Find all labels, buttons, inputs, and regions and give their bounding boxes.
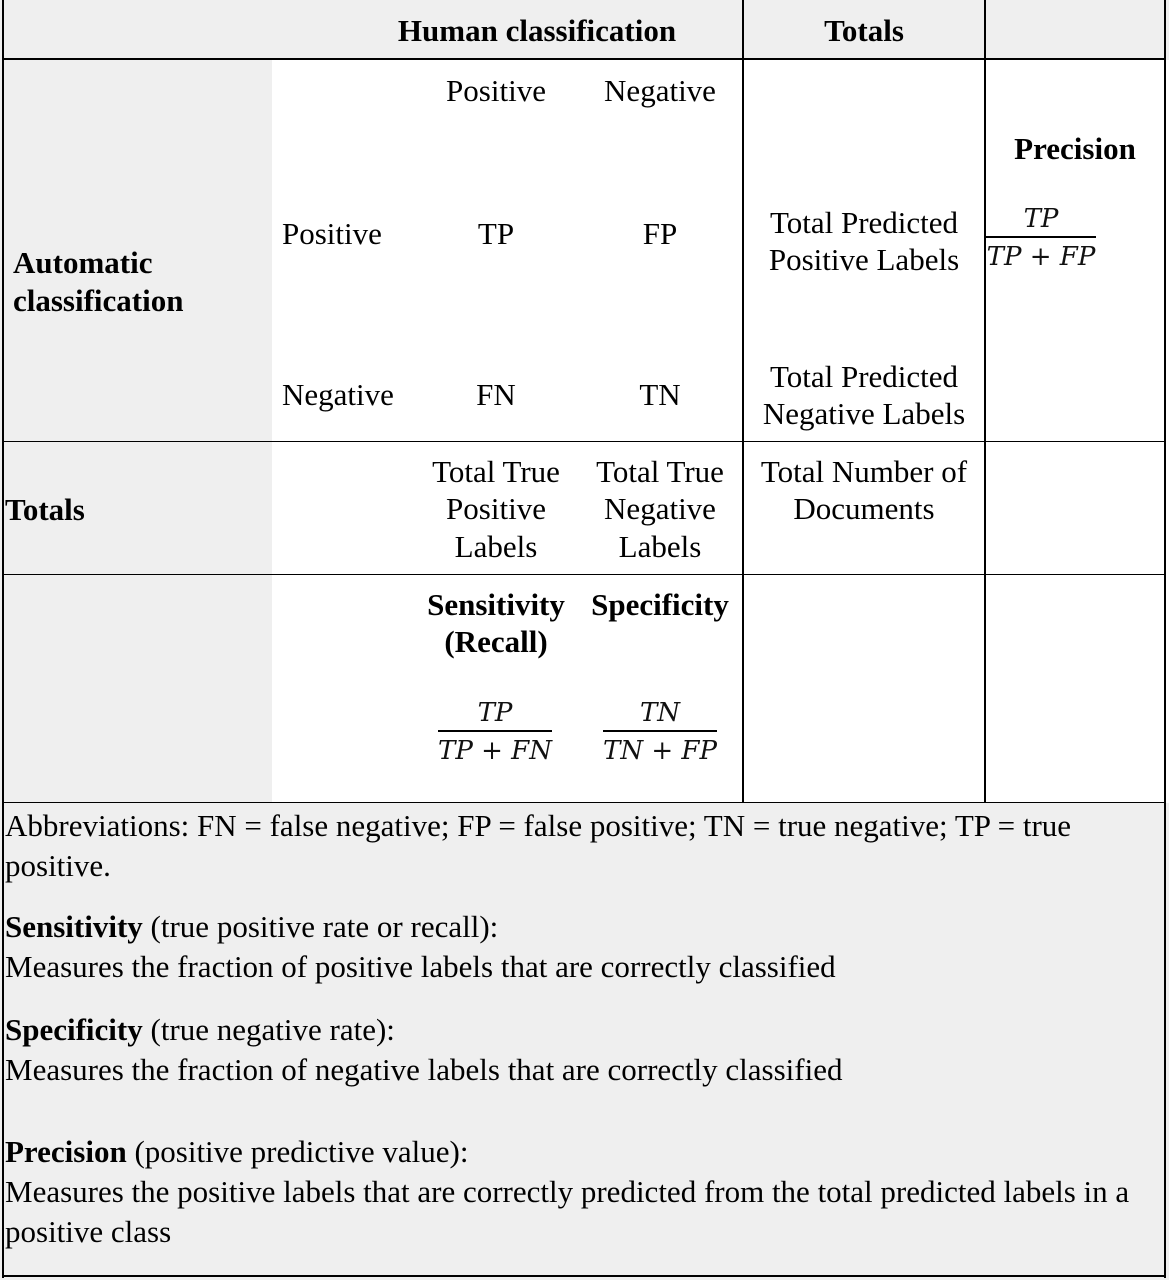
specificity-heading bbox=[5, 1010, 1155, 1050]
border-left bbox=[2, 0, 4, 1278]
row-label-column-bg bbox=[0, 60, 272, 803]
total-pred-pos-line2: Positive Labels bbox=[768, 242, 960, 277]
specificity-formula bbox=[603, 696, 717, 770]
cell-tn: TN bbox=[639, 377, 681, 412]
border-right bbox=[1164, 0, 1166, 1278]
sensitivity-paren: (true positive rate or recall): bbox=[142, 909, 499, 944]
footnote-sensitivity bbox=[5, 907, 1155, 987]
row-label-positive: Positive bbox=[282, 216, 382, 251]
total-pred-neg-line1: Total Predicted bbox=[769, 359, 959, 394]
footnote-abbreviations bbox=[5, 806, 1155, 886]
sensitivity-label-line2: (Recall) bbox=[444, 624, 548, 659]
row-group-label-line1: Automatic bbox=[13, 245, 153, 280]
abbreviations-text: Abbreviations: FN = false negative; FP = false positive; TN = true negative; TP = true positive. bbox=[5, 808, 1072, 883]
precision-numerator: TP bbox=[1023, 204, 1059, 234]
totals-row-label: Totals bbox=[5, 492, 85, 527]
sensitivity-term: Sensitivity bbox=[5, 909, 143, 944]
cell-tp: TP bbox=[477, 216, 515, 251]
total-true-pos-line2: Positive bbox=[446, 491, 546, 526]
total-pred-pos-line1: Total Predicted bbox=[769, 205, 959, 240]
total-true-pos-line3: Labels bbox=[454, 529, 538, 564]
divider-col-precision bbox=[984, 0, 986, 803]
border-bottom bbox=[2, 1275, 1166, 1277]
precision-heading bbox=[5, 1132, 1155, 1172]
row-label-negative: Negative bbox=[282, 377, 394, 412]
precision-denominator: TP + FP bbox=[986, 242, 1096, 272]
total-docs-line1: Total Number of bbox=[760, 454, 968, 489]
specificity-numerator: TN bbox=[639, 698, 681, 728]
total-true-neg-line2: Negative bbox=[604, 491, 716, 526]
row-group-label-line2: classification bbox=[13, 283, 184, 318]
sensitivity-formula bbox=[438, 696, 552, 770]
sensitivity-heading bbox=[5, 907, 1155, 947]
specificity-label: Specificity bbox=[591, 587, 729, 622]
specificity-description: Measures the fraction of negative labels that are correctly classified bbox=[5, 1052, 843, 1087]
col-label-negative: Negative bbox=[604, 73, 716, 108]
total-docs-line2: Documents bbox=[793, 491, 935, 526]
specificity-term: Specificity bbox=[5, 1012, 143, 1047]
divider-totals-bottom bbox=[2, 574, 1166, 575]
sensitivity-description: Measures the fraction of positive labels that are correctly classified bbox=[5, 949, 836, 984]
total-pred-neg-line2: Negative Labels bbox=[762, 396, 966, 431]
precision-term: Precision bbox=[5, 1134, 127, 1169]
specificity-paren: (true negative rate): bbox=[142, 1012, 395, 1047]
precision-label: Precision bbox=[1014, 131, 1136, 166]
cell-fn: FN bbox=[476, 377, 516, 412]
precision-description: Measures the positive labels that are correctly predicted from the total predicted labels in a positive class bbox=[5, 1174, 1130, 1249]
total-true-neg-line1: Total True bbox=[596, 454, 724, 489]
divider-matrix-bottom bbox=[2, 441, 1166, 442]
col-label-positive: Positive bbox=[446, 73, 546, 108]
footnote-precision bbox=[5, 1132, 1155, 1252]
precision-formula bbox=[986, 202, 1096, 276]
footnote-specificity bbox=[5, 1010, 1155, 1090]
total-true-neg-line3: Labels bbox=[618, 529, 702, 564]
header-human-classification: Human classification bbox=[397, 13, 677, 48]
cell-fp: FP bbox=[642, 216, 678, 251]
sensitivity-label-line1: Sensitivity bbox=[427, 587, 565, 622]
sensitivity-denominator: TP + FN bbox=[438, 736, 552, 766]
precision-paren: (positive predictive value): bbox=[126, 1134, 469, 1169]
sensitivity-numerator: TP bbox=[477, 698, 513, 728]
total-true-pos-line1: Total True bbox=[432, 454, 560, 489]
divider-header bbox=[2, 58, 1166, 60]
divider-table-bottom bbox=[2, 802, 1166, 803]
specificity-denominator: TN + FP bbox=[603, 736, 717, 766]
header-totals: Totals bbox=[824, 13, 904, 48]
